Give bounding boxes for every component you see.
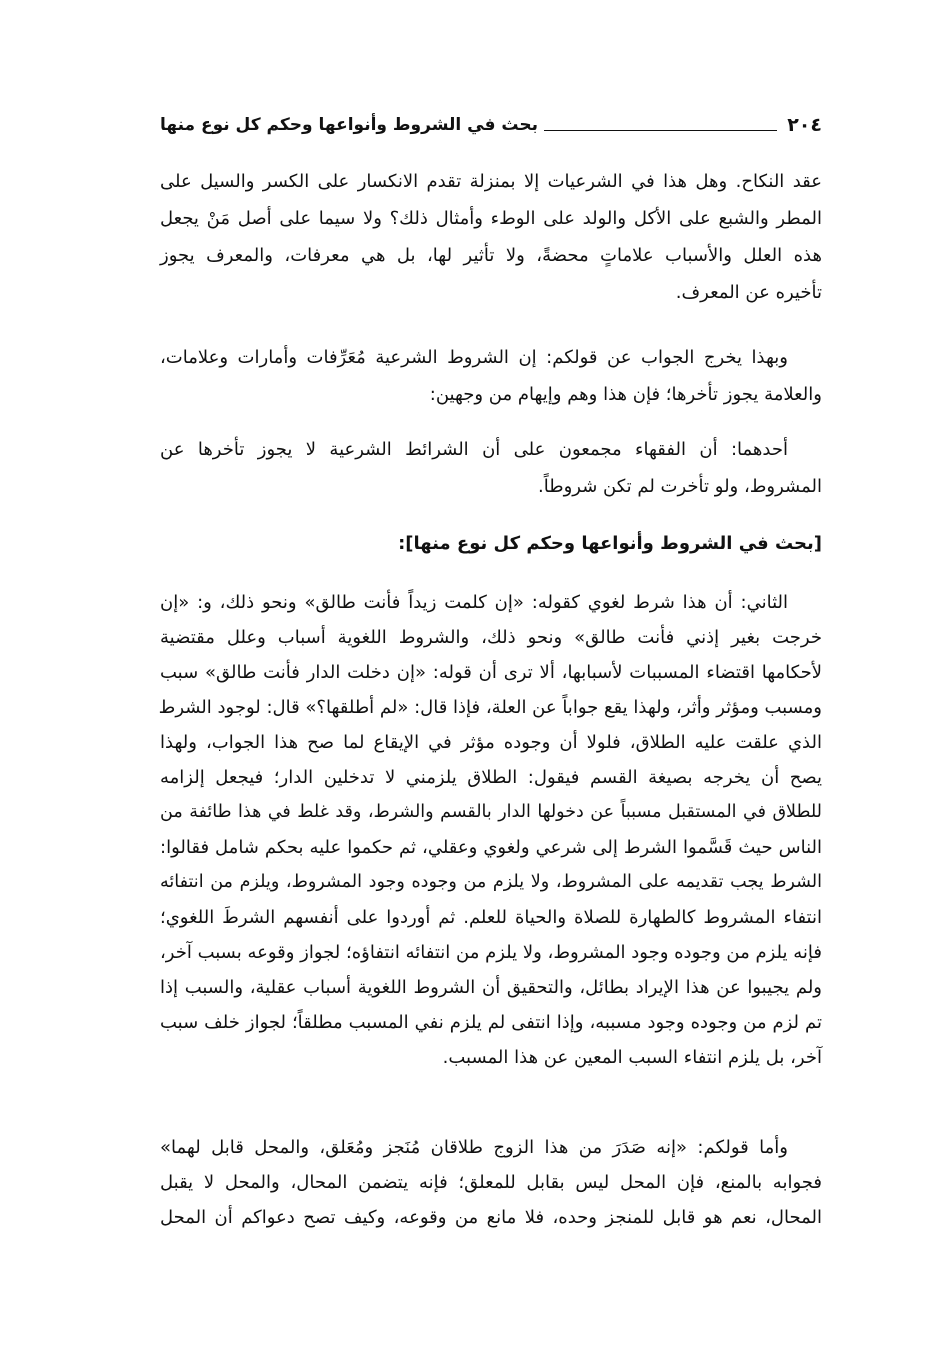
paragraph-1: [160, 163, 822, 311]
text-line: الشرط يجب تقديمه على المشروط، ولا يلزم من وجوده وجود المشروط، ويلزم من انتفائه: [160, 872, 822, 892]
paragraph-5: [160, 1130, 822, 1235]
text-line: تم لزم من وجوده وجود مسببه، وإذا انتفى لم يلزم نفي المسبب مطلقاً؛ لجواز خلف سبب: [160, 1012, 822, 1033]
text-line: تأخيره عن المعرف.: [675, 282, 822, 303]
text-line: انتفاء المشروط كالطهارة للصلاة والحياة للعلم. ثم أوردوا على أنفسهم الشرطَ اللغوي؛: [160, 907, 822, 928]
section-heading: [بحث في الشروط وأنواعها وحكم كل نوع منها]:: [398, 533, 822, 554]
text-line: الناس حيث قَسَّموا الشرط إلى شرعي ولغوي وعقلي، ثم حكموا عليه بحكم شامل فقالوا:: [160, 837, 822, 858]
running-title: بحث في الشروط وأنواعها وحكم كل نوع منها: [160, 115, 539, 135]
paragraph-2: [160, 339, 822, 413]
text-line: وبهذا يخرج الجواب عن قولكم: إن الشروط الشرعية مُعَرِّفات وأمارات وعلامات،: [160, 347, 788, 368]
text-line: يصح أن يخرجه بصيغة القسم فيقول: الطلاق يلزمني لا تدخلين الدار؛ فيجعل إلزامه: [160, 767, 822, 788]
text-line: ومسبب ومؤثر وأثر، ولهذا يقع جواباً عن العلة، فإذا قال: «لم أطلقها؟» قال: لوجود الشرط: [158, 697, 822, 718]
paragraph-3: [160, 431, 822, 505]
text-line: والعلامة يجوز تأخرها؛ فإن هذا وهم وإيهام من وجهين:: [429, 384, 822, 405]
paragraph-4: [160, 585, 822, 1075]
text-line: خرجت بغير إذني فأنت طالق» ونحو ذلك، والشروط اللغوية أسباب وعلل مقتضية: [160, 627, 822, 648]
text-line: آخر، بل يلزم انتفاء السبب المعين عن هذا المسبب.: [442, 1047, 822, 1068]
text-line: المحال، نعم هو قابل للمنجز وحده، فلا مانع من وقوعه، وكيف تصح دعواكم أن المحل: [160, 1207, 822, 1228]
text-line: لأحكامها اقتضاء المسببات لأسبابها، ألا ترى أن قوله: «إن دخلت الدار فأنت طالق» سبب: [160, 662, 822, 683]
text-line: فإنه يلزم من وجوده وجود المشروط، ولا يلزم من انتفائه انتفاؤه؛ لجواز وقوعه بسبب آخر،: [159, 942, 822, 963]
text-line: فجوابه بالمنع، فإن المحل ليس بقابل للمعلق؛ فإنه يتضمن المحال، والمحل لا يقبل: [160, 1172, 822, 1193]
header-rule: [544, 130, 777, 131]
text-line: أحدهما: أن الفقهاء مجمعون على أن الشرائط الشرعية لا يجوز تأخرها عن: [160, 439, 788, 460]
text-line: المطر والشبع على الأكل والولد على الوطء وأمثال ذلك؟ ولا سيما على أصل مَنْ يجعل: [160, 208, 822, 229]
text-line: هذه العلل والأسباب علاماتٍ محضةً، ولا تأثير لها، بل هي معرفات، والمعرف يجوز: [160, 245, 822, 266]
text-line: عقد النكاح. وهل هذا في الشرعيات إلا بمنزلة تقدم الانكسار على الكسر والسيل على: [160, 171, 822, 192]
text-line: المشروط، ولو تأخرت لم تكن شروطاً.: [538, 476, 822, 497]
text-line: الثاني: أن هذا شرط لغوي كقوله: «إن كلمت زيداً فأنت طالق» ونحو ذلك، و: «إن: [160, 592, 788, 613]
text-line: للطلاق في المستقبل مسبباً عن دخولها الدار بالقسم والشرط، وقد غلط في هذا طائفة من: [160, 802, 822, 822]
text-line: ولم يجيبوا عن هذا الإيراد بطائل، والتحقيق أن الشروط اللغوية أسباب عقلية، والسبب إذا: [160, 977, 822, 998]
page-number: ٢٠٤: [787, 114, 822, 136]
running-header: [160, 110, 822, 140]
text-line: الذي علقت عليه الطلاق، فلولا أن وجوده مؤثر في الإيقاع لما صح هذا الجواب، ولهذا: [160, 732, 822, 753]
text-line: وأما قولكم: «إنه صَدَرَ من هذا الزوج طلاقان مُنَجز ومُعَلق، والمحل قابل لهما»: [160, 1137, 788, 1158]
